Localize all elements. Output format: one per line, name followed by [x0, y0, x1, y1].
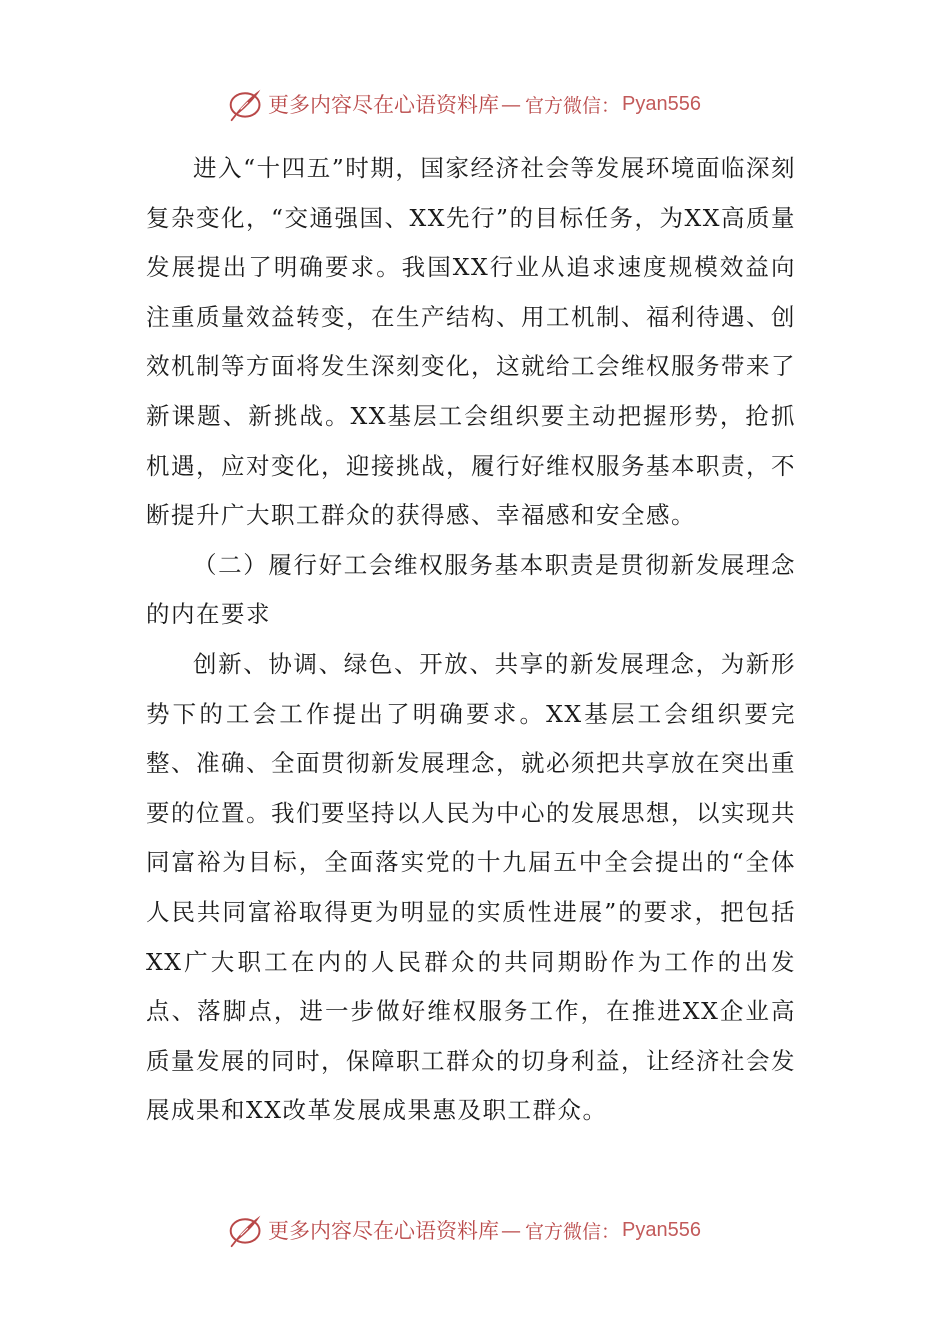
banner-site-text: 更多内容尽在心语资料库: [268, 1219, 499, 1243]
banner-wechat-label: 官方微信：: [525, 1220, 621, 1243]
quill-pen-logo-icon: [228, 1212, 264, 1248]
banner-site-text: 更多内容尽在心语资料库: [268, 93, 499, 117]
header-watermark-banner: [228, 84, 748, 124]
footer-watermark-banner: [228, 1210, 748, 1250]
banner-separator: —: [501, 1218, 521, 1242]
banner-wechat-label: 官方微信：: [525, 94, 621, 117]
document-body: [146, 144, 796, 1136]
banner-wechat-id: Pyan556: [622, 1218, 701, 1241]
section-heading: （二）履行好工会维权服务基本职责是贯彻新发展理念的内在要求: [146, 550, 796, 629]
quill-pen-logo-icon: [228, 86, 264, 122]
paragraph-1: 进入“十四五”时期，国家经济社会等发展环境面临深刻复杂变化，“交通强国、XX先行”的目标任务，为XX高质量发展提出了明确要求。我国XX行业从追求速度规模效益向注重质量效益转变，在生产结构、用工机制、福利待遇、创效机制等方面将发生深刻变化，这就给工会维权服务带来了新课题、新挑战。XX基层工会组织要主动把握形势，抢抓机遇，应对变化，迎接挑战，履行好维权服务基本职责，不断提升广大职工群众的获得感、幸福感和安全感。: [146, 154, 796, 530]
paragraph-2: 创新、协调、绿色、开放、共享的新发展理念，为新形势下的工会工作提出了明确要求。XX基层工会组织要完整、准确、全面贯彻新发展理念，就必须把共享放在突出重要的位置。我们要坚持以人民为中心的发展思想，以实现共同富裕为目标，全面落实党的十九届五中全会提出的“全体人民共同富裕取得更为明显的实质性进展”的要求，把包括XX广大职工在内的人民群众的共同期盼作为工作的出发点、落脚点，进一步做好维权服务工作，在推进XX企业高质量发展的同时，保障职工群众的切身利益，让经济社会发展成果和XX改革发展成果惠及职工群众。: [146, 649, 796, 1125]
banner-separator: —: [501, 92, 521, 116]
banner-wechat-id: Pyan556: [622, 92, 701, 115]
